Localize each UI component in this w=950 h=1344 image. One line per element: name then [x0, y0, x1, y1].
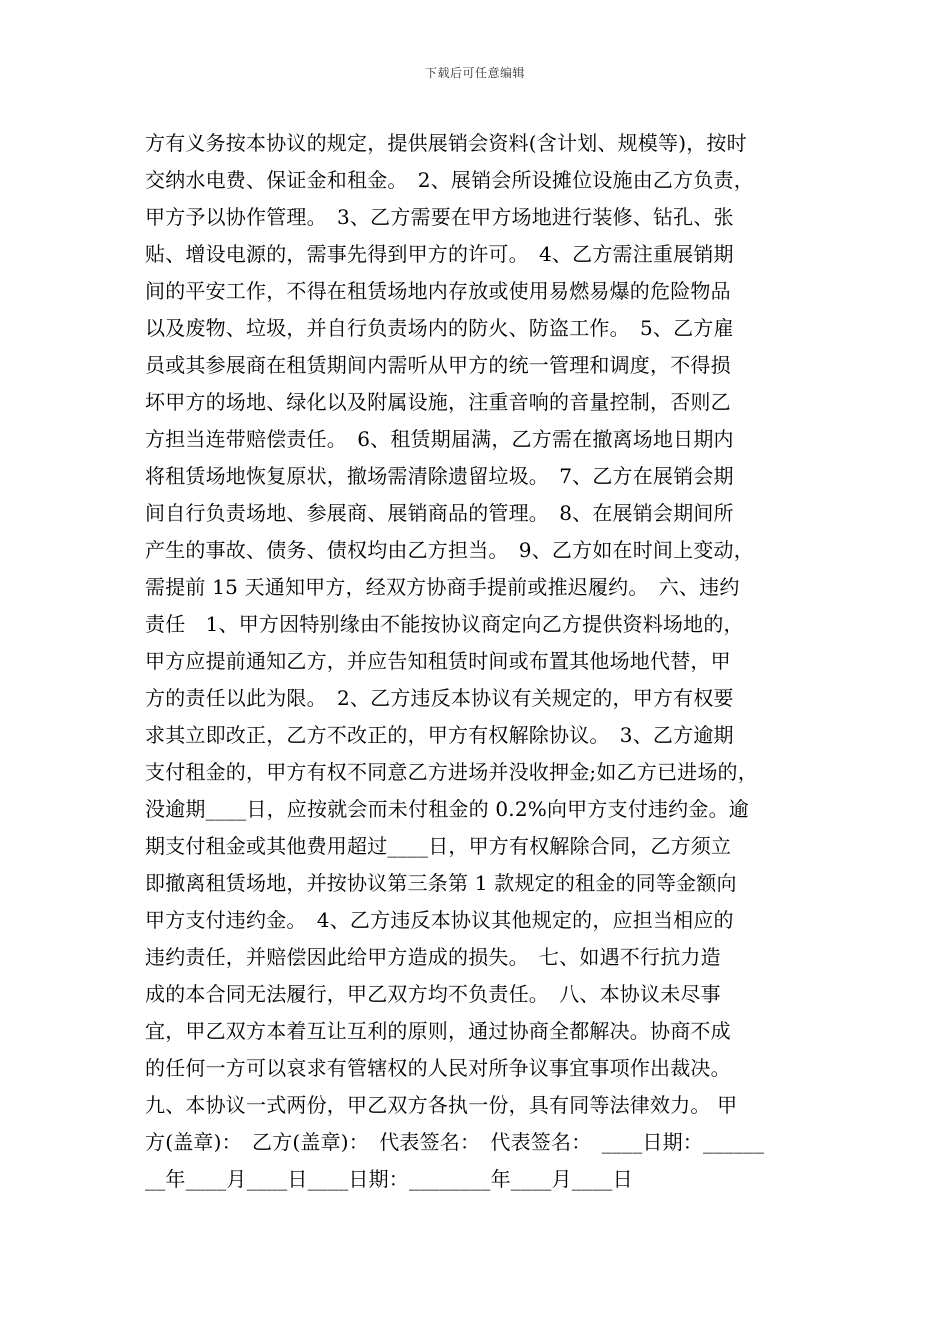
text-line: 产生的事故、债务、债权均由乙方担当。 9、乙方如在时间上变动，	[145, 538, 754, 562]
text-line: 成的本合同无法履行，甲乙双方均不负责任。 八、本协议未尽事	[145, 982, 721, 1006]
text-line: 方担当连带赔偿责任。 6、租赁期届满，乙方需在撤离场地日期内	[145, 427, 734, 451]
text-line: 九、本协议一式两份，甲乙双方各执一份，具有同等法律效力。 甲	[145, 1093, 738, 1117]
text-line: 间的平安工作，不得在租赁场地内存放或使用易燃易爆的危险物品	[145, 279, 731, 303]
text-line: 员或其参展商在租赁期间内需听从甲方的统一管理和调度，不得损	[145, 353, 731, 377]
text-line: 将租赁场地恢复原状，撤场需清除遗留垃圾。 7、乙方在展销会期	[145, 464, 734, 488]
text-line: 求其立即改正，乙方不改正的，甲方有权解除协议。 3、乙方逾期	[145, 723, 734, 747]
text-line: 支付租金的，甲方有权不同意乙方进场并没收押金;如乙方已进场的，	[145, 760, 758, 784]
text-line: 贴、增设电源的，需事先得到甲方的许可。 4、乙方需注重展销期	[145, 242, 734, 266]
date-line: __年____月____日____日期：________年____月____日	[145, 1167, 633, 1191]
text-line: 的任何一方可以哀求有管辖权的人民对所争议事宜事项作出裁决。	[145, 1056, 731, 1080]
text-line: 甲方支付违约金。 4、乙方违反本协议其他规定的，应担当相应的	[145, 908, 734, 932]
text-line: 方有义务按本协议的规定，提供展销会资料(含计划、规模等)，按时	[145, 131, 747, 155]
text-line: 甲方应提前通知乙方，并应告知租赁时间或布置其他场地代替，甲	[145, 649, 731, 673]
text-line: 宜，甲乙双方本着互让互利的原则，通过协商全都解决。协商不成	[145, 1019, 731, 1043]
text-line: 交纳水电费、保证金和租金。 2、展销会所设摊位设施由乙方负责，	[145, 168, 754, 192]
text-line: 责任 1、甲方因特别缘由不能按协议商定向乙方提供资料场地的，	[145, 612, 744, 636]
text-line: 没逾期____日，应按就会而未付租金的 0.2%向甲方支付违约金。逾	[145, 797, 749, 821]
text-line: 坏甲方的场地、绿化以及附属设施，注重音响的音量控制，否则乙	[145, 390, 731, 414]
text-line: 即撤离租赁场地，并按协议第三条第 1 款规定的租金的同等金额向	[145, 871, 737, 895]
page-header: 下载后可任意编辑	[424, 66, 525, 80]
text-line: 间自行负责场地、参展商、展销商品的管理。 8、在展销会期间所	[145, 501, 734, 525]
text-line: 违约责任，并赔偿因此给甲方造成的损失。 七、如遇不行抗力造	[145, 945, 721, 969]
text-line: 方的责任以此为限。 2、乙方违反本协议有关规定的，甲方有权要	[145, 686, 734, 710]
text-line: 期支付租金或其他费用超过____日，甲方有权解除合同，乙方须立	[145, 834, 732, 858]
text-line: 需提前 15 天通知甲方，经双方协商手提前或推迟履约。 六、违约	[145, 575, 740, 599]
signature-line: 方(盖章)： 乙方(盖章)： 代表签名： 代表签名： ____日期：______	[145, 1130, 765, 1154]
text-line: 甲方予以协作管理。 3、乙方需要在甲方场地进行装修、钻孔、张	[145, 205, 734, 229]
document-body	[145, 125, 809, 1198]
text-line: 以及废物、垃圾，并自行负责场内的防火、防盗工作。 5、乙方雇	[145, 316, 734, 340]
